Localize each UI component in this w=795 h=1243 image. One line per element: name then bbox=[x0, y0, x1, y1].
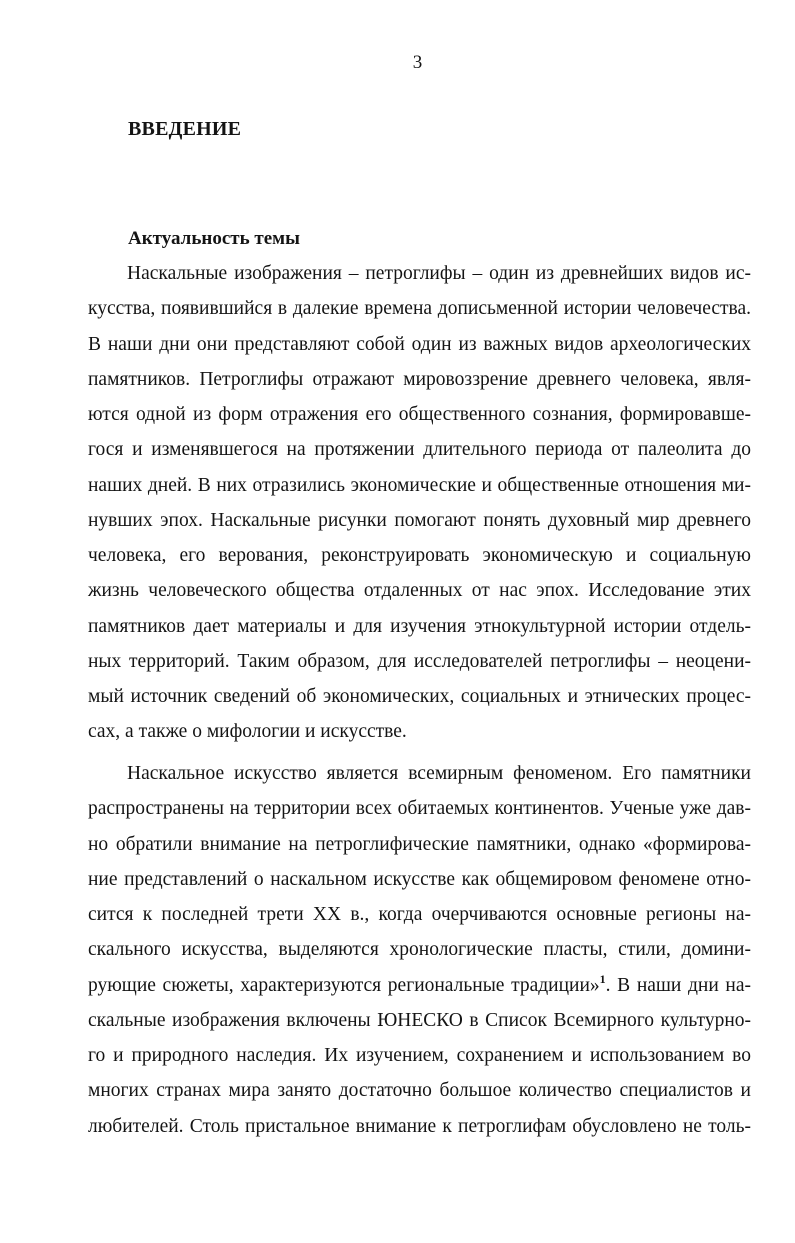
page-number: 3 bbox=[412, 52, 423, 73]
text-line: гося и изменявшегося на протяжении длительного периода от палеолита до bbox=[88, 439, 751, 461]
text-line: нувших эпох. Наскальные рисунки помогают понять духовный мир древнего bbox=[88, 509, 751, 531]
text-line: скальные изображения включены ЮНЕСКО в Список Всемирного культурно- bbox=[88, 1009, 751, 1031]
footnote-reference[interactable]: 1 bbox=[599, 971, 606, 986]
text-line: жизнь человеческого общества отдаленных от нас эпох. Исследование этих bbox=[88, 580, 751, 602]
subsection-heading: Актуальность темы bbox=[128, 228, 300, 249]
text-line: мый источник сведений об экономических, социальных и этнических процес- bbox=[88, 686, 751, 707]
paragraph-1 bbox=[88, 256, 751, 750]
text-line: В наши дни они представляют собой один из важных видов археологических bbox=[88, 333, 751, 355]
text-line: кусства, появившийся в далекие времена дописьменной истории человечества. bbox=[88, 298, 751, 320]
text-line: скального искусства, выделяются хронологические пласты, стили, домини- bbox=[88, 939, 751, 961]
text-line: наших дней. В них отразились экономические и общественные отношения ми- bbox=[88, 474, 751, 496]
text-line: сится к последней трети XX в., когда очерчиваются основные регионы на- bbox=[88, 904, 751, 925]
text-line: го и природного наследия. Их изучением, сохранением и использованием во bbox=[88, 1045, 751, 1066]
text-line: ных территорий. Таким образом, для исследователей петроглифы – неоцени- bbox=[88, 650, 751, 672]
text-line: сах, а также о мифологии и искусстве. bbox=[88, 721, 407, 743]
paragraph-2 bbox=[88, 756, 751, 1144]
text-line: но обратили внимание на петроглифические памятники, однако «формирова- bbox=[88, 833, 751, 855]
text-line-with-footnote bbox=[88, 968, 751, 1003]
text-line-main: рующие сюжеты, характеризуются региональные традиции» bbox=[88, 974, 600, 996]
text-line: любителей. Столь пристальное внимание к петроглифам обусловлено не толь- bbox=[88, 1115, 751, 1137]
section-heading: ВВЕДЕНИЕ bbox=[128, 118, 242, 140]
text-line-tail: . В наши дни на- bbox=[605, 974, 751, 996]
text-line: распространены на территории всех обитаемых континентов. Ученые уже дав- bbox=[88, 798, 751, 820]
text-line: ются одной из форм отражения его общественного сознания, формировавше- bbox=[88, 404, 751, 425]
text-line: памятников. Петроглифы отражают мировоззрение древнего человека, явля- bbox=[88, 368, 751, 390]
text-line: многих странах мира занято достаточно большое количество специалистов и bbox=[88, 1080, 751, 1102]
text-line: человека, его верования, реконструировать экономическую и социальную bbox=[88, 545, 751, 566]
text-line: памятников дает материалы и для изучения этнокультурной истории отдель- bbox=[88, 615, 751, 637]
text-line: Наскальное искусство является всемирным феноменом. Его памятники bbox=[127, 763, 751, 784]
text-line: Наскальные изображения – петроглифы – один из древнейших видов ис- bbox=[127, 263, 751, 284]
text-line: ние представлений о наскальном искусстве как общемировом феномене отно- bbox=[88, 868, 751, 890]
